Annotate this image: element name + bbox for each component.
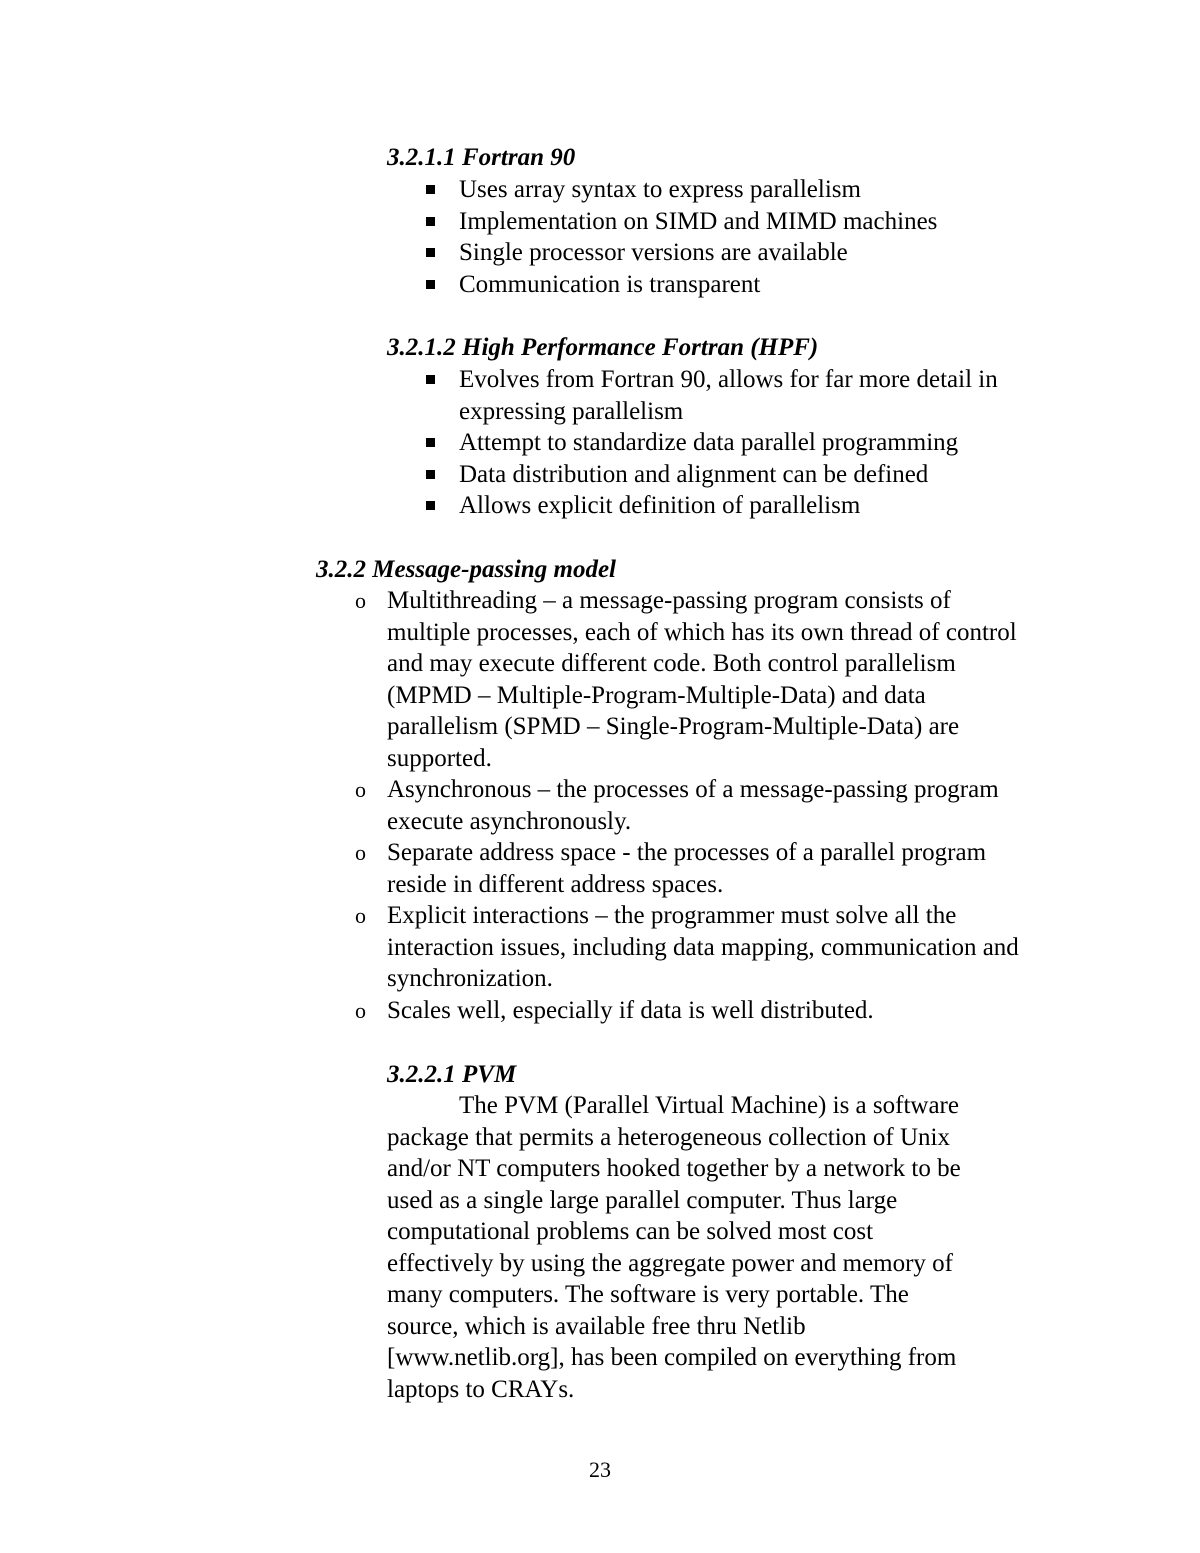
list-item-text: Evolves from Fortran 90, allows for far more detail in expressing parallelism xyxy=(459,366,998,425)
hpf-bullet-list xyxy=(459,364,1039,522)
list-item-text: Communication is transparent xyxy=(459,270,761,298)
list-item-text: Explicit interactions – the programmer must solve all the interaction issues, including data mapping, communication and synchronization. xyxy=(387,902,1019,992)
list-item-text: Uses array syntax to express parallelism xyxy=(459,176,861,203)
list-item-text: Implementation on SIMD and MIMD machines xyxy=(459,207,938,235)
list-item-text: Data distribution and alignment can be defined xyxy=(459,460,929,488)
list-item xyxy=(459,459,1039,491)
list-item xyxy=(355,585,1027,774)
circle-bullet-icon: o xyxy=(355,777,366,802)
square-bullet-icon xyxy=(426,248,435,257)
list-item xyxy=(459,427,1039,459)
paragraph-line: laptops to CRAYs. xyxy=(387,1375,575,1403)
list-item xyxy=(459,174,1039,206)
circle-bullet-icon: o xyxy=(355,840,366,865)
square-bullet-icon xyxy=(426,375,435,384)
list-item xyxy=(459,364,1039,427)
paragraph-line: many computers. The software is very portable. The xyxy=(387,1281,909,1308)
circle-bullet-icon: o xyxy=(355,903,366,928)
list-item xyxy=(459,206,1039,238)
paragraph-line: computational problems can be solved most cost xyxy=(387,1218,874,1245)
list-item xyxy=(355,995,1027,1027)
list-item xyxy=(355,774,1027,837)
square-bullet-icon xyxy=(426,217,435,226)
list-item xyxy=(355,837,1027,900)
list-item-text: Separate address space - the processes of a parallel program reside in different address spaces. xyxy=(387,839,987,898)
pvm-paragraph xyxy=(387,1090,1035,1405)
paragraph-line: The PVM (Parallel Virtual Machine) is a software xyxy=(459,1092,959,1119)
paragraph-line: source, which is available free thru Netlib xyxy=(387,1312,806,1340)
heading-fortran-90: 3.2.1.1 Fortran 90 xyxy=(387,144,576,171)
list-item xyxy=(459,237,1039,269)
list-item xyxy=(459,269,1039,301)
list-item-text: Multithreading – a message-passing program consists of multiple processes, each of which has its own thread of control and may execute different code. Both control parallelism (MPMD – Multiple-Program-Multiple-Data) and data parallelism (SPMD – Single-Program-Multiple-Data) are supported. xyxy=(387,587,1017,772)
page-number: 23 xyxy=(589,1457,611,1482)
heading-pvm: 3.2.2.1 PVM xyxy=(387,1061,517,1088)
fortran-90-bullet-list xyxy=(459,174,1039,300)
list-item-text: Allows explicit definition of parallelism xyxy=(459,492,861,519)
heading-high-performance-fortran: 3.2.1.2 High Performance Fortran (HPF) xyxy=(387,334,819,361)
square-bullet-icon xyxy=(426,501,435,510)
paragraph-line: and/or NT computers hooked together by a network to be xyxy=(387,1155,961,1182)
square-bullet-icon xyxy=(426,185,435,194)
paragraph-line: effectively by using the aggregate power and memory of xyxy=(387,1249,954,1277)
square-bullet-icon xyxy=(426,470,435,479)
list-item xyxy=(459,490,1039,522)
heading-message-passing-model: 3.2.2 Message-passing model xyxy=(316,556,616,583)
square-bullet-icon xyxy=(426,438,435,447)
circle-bullet-icon: o xyxy=(355,997,366,1023)
message-passing-bullet-list xyxy=(355,585,1027,1026)
circle-bullet-icon: o xyxy=(355,588,366,613)
list-item-text: Attempt to standardize data parallel programming xyxy=(459,429,959,456)
square-bullet-icon xyxy=(426,280,435,289)
paragraph-line: used as a single large parallel computer. Thus large xyxy=(387,1186,898,1214)
paragraph-line: [www.netlib.org], has been compiled on everything from xyxy=(387,1344,957,1371)
list-item xyxy=(355,900,1027,995)
paragraph-line: package that permits a heterogeneous collection of Unix xyxy=(387,1123,950,1151)
list-item-text: Single processor versions are available xyxy=(459,239,848,266)
list-item-text: Asynchronous – the processes of a message-passing program execute asynchronously. xyxy=(387,776,999,835)
list-item-text: Scales well, especially if data is well distributed. xyxy=(387,996,874,1024)
